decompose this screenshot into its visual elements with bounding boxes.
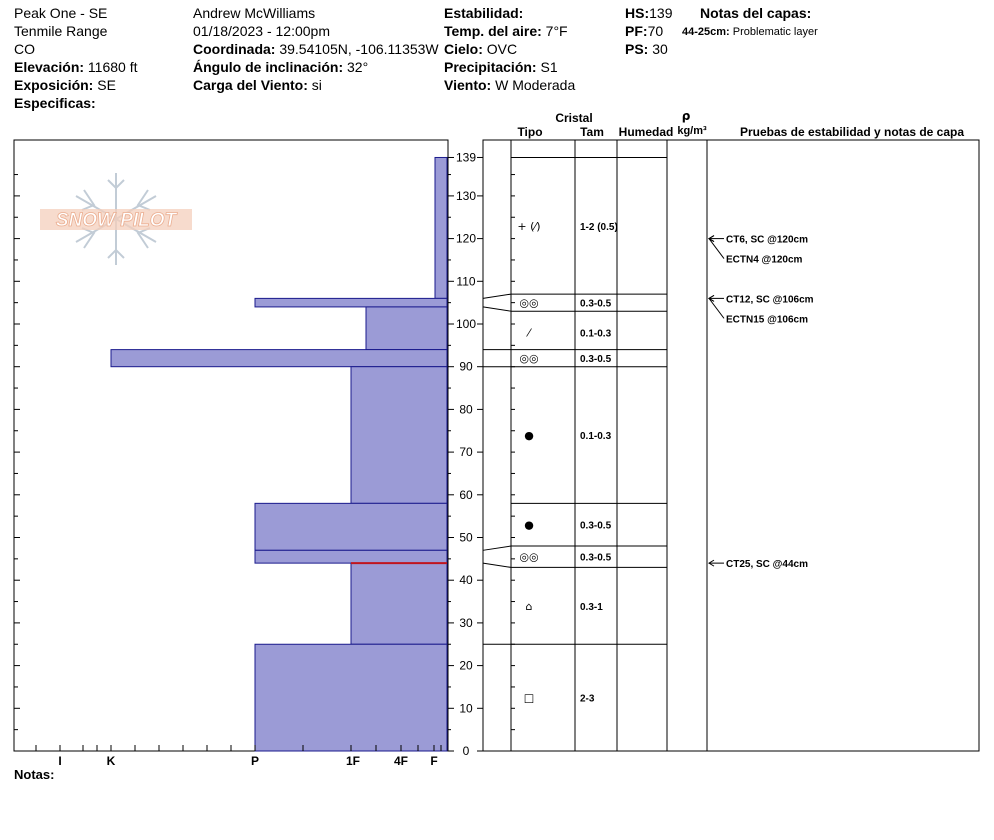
hardness-layer — [255, 298, 447, 307]
layer-table — [483, 140, 979, 751]
hardness-label: 1F — [345, 754, 361, 768]
depth-label: 80 — [459, 402, 473, 417]
hardness-layer — [111, 350, 447, 367]
snowpilot-logo — [40, 173, 192, 265]
layer-notes-title: Notas del capas: — [700, 5, 812, 21]
hardness-label: K — [106, 754, 116, 768]
depth-label: 90 — [459, 359, 473, 374]
crystal-size: 2-3 — [580, 693, 595, 705]
crystal-type-symbol: ⌂ — [525, 599, 533, 613]
hardness-label: 4F — [393, 754, 409, 768]
layer-connector — [483, 294, 511, 298]
hardness-label: F — [430, 754, 438, 768]
depth-label: 120 — [455, 231, 477, 246]
pf-field: PF:70 — [625, 23, 664, 39]
crystal-size: 0.3-0.5 — [580, 520, 612, 532]
hardness-layer — [351, 367, 447, 504]
test-pointer — [709, 298, 724, 318]
test-pointer — [709, 239, 724, 259]
crystal-type-symbol: ◎◎ — [519, 352, 539, 366]
location-title: Peak One - SE — [14, 5, 108, 21]
observation-datetime: 01/18/2023 - 12:00pm — [193, 23, 330, 39]
crystal-size: 0.1-0.3 — [580, 328, 612, 340]
crystal-size: 0.1-0.3 — [580, 431, 612, 443]
crystal-type-symbol: ⁄ — [528, 326, 530, 340]
depth-label: 60 — [459, 487, 473, 502]
test-label: CT12, SC @106cm — [726, 294, 814, 306]
stability-field: Estabilidad: — [444, 5, 524, 21]
crystal-type-symbol: ◎◎ — [519, 296, 539, 310]
hardness-layer — [255, 550, 447, 563]
depth-label: 30 — [459, 615, 473, 630]
depth-label: 130 — [455, 188, 477, 203]
crystal-size: 0.3-0.5 — [580, 552, 612, 564]
elevation-field: Elevación: 11680 ft — [14, 59, 138, 75]
hardness-label: I — [58, 754, 62, 768]
range-name: Tenmile Range — [14, 23, 108, 39]
depth-label: 70 — [459, 445, 473, 460]
depth-label: 110 — [456, 274, 476, 289]
crystal-type-symbol: ◎◎ — [519, 550, 539, 564]
crystal-size: 1-2 (0.5) — [580, 221, 618, 233]
hardness-layer — [351, 563, 447, 644]
depth-label: 10 — [459, 701, 473, 716]
test-label: ECTN4 @120cm — [726, 254, 803, 266]
type-header: Tipo — [517, 125, 543, 139]
wind-field: Viento: W Moderada — [444, 77, 576, 93]
density-header: kg/m³ — [677, 125, 707, 137]
observer-name: Andrew McWilliams — [193, 5, 316, 21]
size-header: Tam — [580, 125, 604, 139]
depth-label: 20 — [459, 658, 473, 673]
depth-label: 100 — [455, 317, 477, 331]
layer-connector — [483, 563, 511, 567]
crystal-size: 0.3-1 — [580, 601, 603, 613]
slope-field: Ángulo de inclinación: 32° — [193, 59, 369, 75]
hardness-layers — [111, 157, 447, 751]
crystal-size: 0.3-0.5 — [580, 354, 612, 366]
depth-label: 0 — [462, 744, 470, 758]
specifics-field: Especificas: — [14, 95, 96, 111]
wind-load-field: Carga del Viento: si — [193, 77, 322, 93]
layer-connector — [483, 307, 511, 311]
stability-tests — [709, 235, 814, 571]
air-temp-field: Temp. del aire: 7°F — [444, 23, 568, 39]
crystal-header: Cristal — [555, 111, 593, 125]
state-name: CO — [14, 41, 35, 57]
rho-header: ρ — [681, 109, 691, 123]
moisture-header: Humedad — [618, 125, 674, 139]
test-label: CT25, SC @44cm — [726, 559, 809, 571]
coordinate-field: Coordinada: 39.54105N, -106.11353W — [193, 41, 439, 57]
depth-label: 50 — [459, 530, 473, 545]
test-label: ECTN15 @106cm — [726, 314, 809, 326]
hardness-layer — [366, 307, 447, 350]
precip-field: Precipitación: S1 — [444, 59, 558, 75]
crystal-type-symbol: ● — [524, 429, 534, 443]
crystal-type-symbol: + (⁄) — [517, 219, 541, 233]
crystal-type-symbol: ● — [524, 518, 534, 532]
aspect-field: Exposición: SE — [14, 77, 116, 93]
crystal-size: 0.3-0.5 — [580, 298, 612, 310]
depth-label: 139 — [455, 150, 477, 165]
hardness-layer — [255, 644, 447, 751]
ps-field: PS: 30 — [625, 41, 668, 57]
hardness-layer — [255, 503, 447, 550]
hs-field: HS:139 — [625, 5, 673, 21]
logo-text: SNOW PILOT — [55, 210, 177, 231]
tests-header: Pruebas de estabilidad y notas de capa — [739, 125, 965, 139]
hardness-label: P — [250, 754, 260, 768]
notes-label: Notas: — [14, 767, 55, 782]
layer-connector — [483, 546, 511, 550]
test-label: CT6, SC @120cm — [726, 234, 809, 246]
crystal-type-symbol: □ — [523, 691, 535, 705]
sky-field: Cielo: OVC — [444, 41, 518, 57]
depth-label: 40 — [459, 573, 473, 588]
hardness-layer — [435, 157, 447, 298]
layer-note: 44-25cm: Problematic layer — [682, 26, 818, 38]
